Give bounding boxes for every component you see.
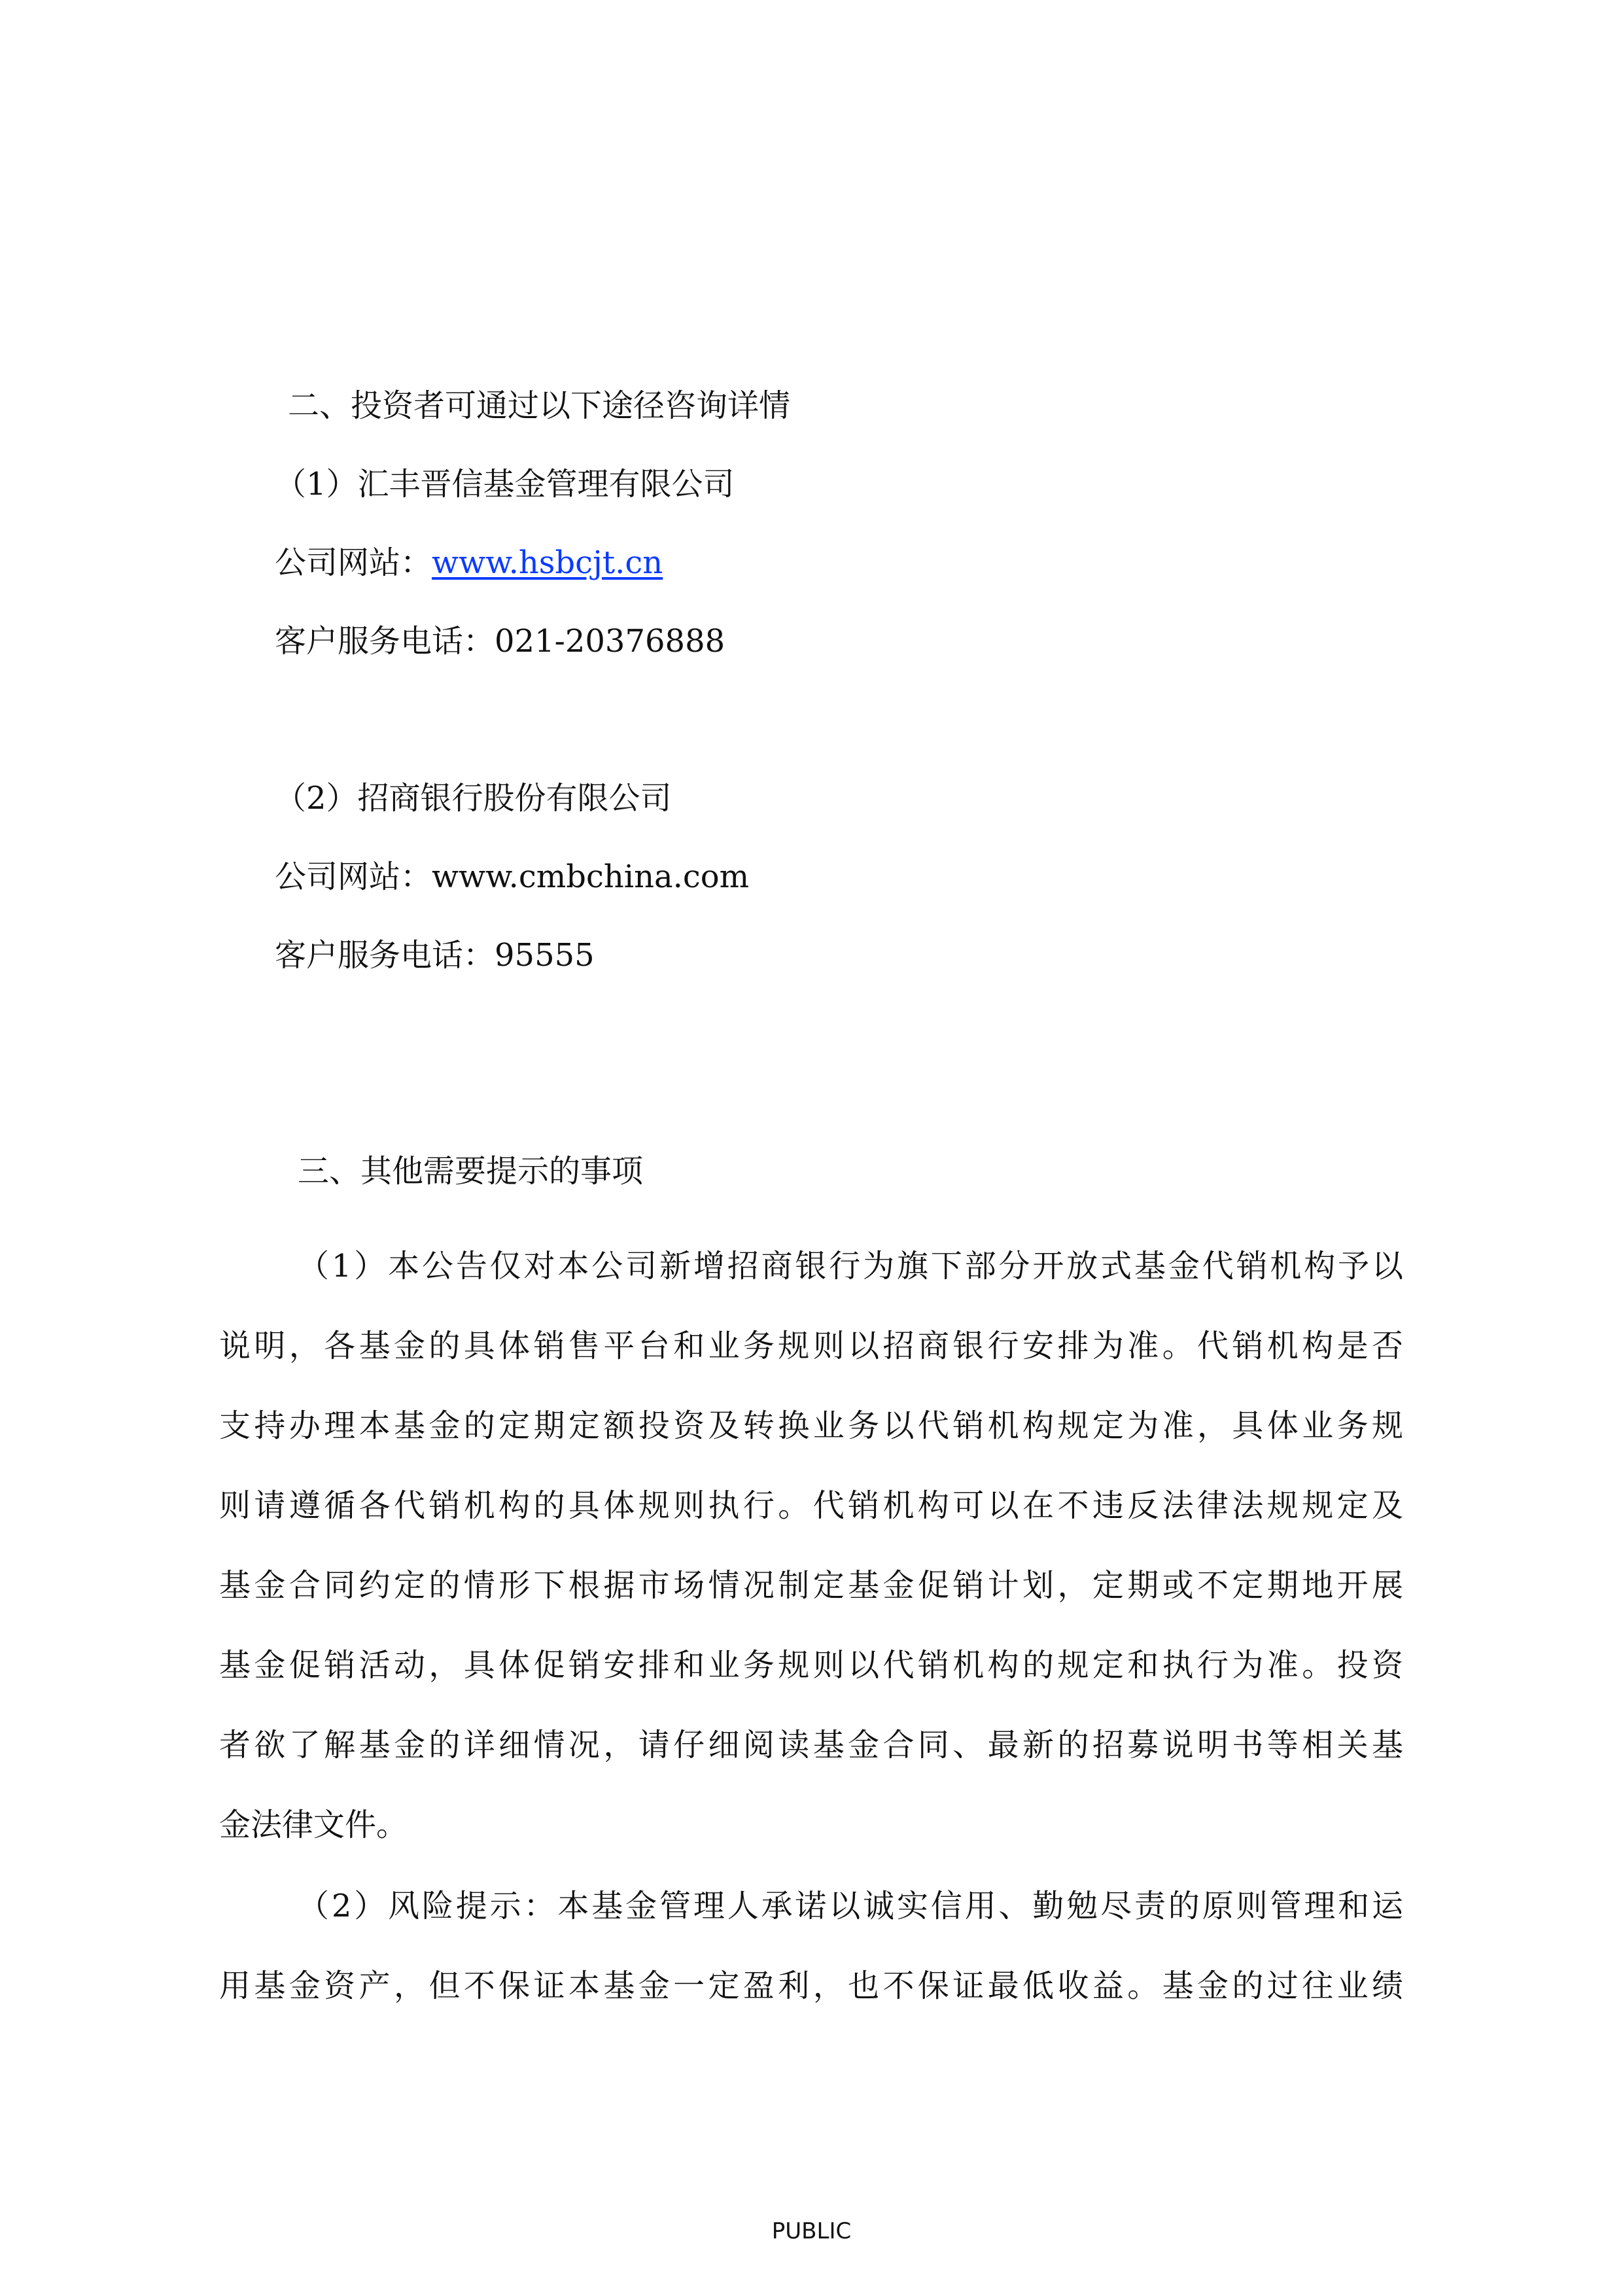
org-2-phone-row: [275, 936, 595, 975]
para-1-line: 支持办理本基金的定期定额投资及转换业务以代销机构规定为准，具体业务规: [219, 1407, 1403, 1444]
org-2-phone-value: 95555: [495, 937, 595, 974]
para-1-line: 基金促销活动，具体促销安排和业务规则以代销机构的规定和执行为准。投资: [219, 1647, 1403, 1684]
para-1-line: （1）本公告仅对本公司新增招商银行为旗下部分开放式基金代销机构予以: [298, 1248, 1403, 1284]
org-1-phone-row: [275, 622, 725, 661]
para-1-line: 者欲了解基金的详细情况，请仔细阅读基金合同、最新的招募说明书等相关基: [219, 1727, 1403, 1763]
org-1-website-row: [275, 543, 663, 582]
org-1-phone-label: 客户服务电话：: [275, 623, 495, 660]
footer-classification-label: PUBLIC: [771, 2218, 852, 2244]
org-1-website-label: 公司网站：: [275, 544, 432, 581]
org-1-website-link[interactable]: www.hsbcjt.cn: [432, 544, 663, 581]
para-1-line: 则请遵循各代销机构的具体规则执行。代销机构可以在不违反法律法规规定及: [219, 1487, 1403, 1524]
section-3-heading: 三、其他需要提示的事项: [298, 1153, 644, 1190]
org-2-website-value: www.cmbchina.com: [432, 858, 750, 895]
org-2-name: （2）招商银行股份有限公司: [275, 780, 672, 817]
org-2-phone-label: 客户服务电话：: [275, 937, 495, 974]
para-1-line: 说明，各基金的具体销售平台和业务规则以招商银行安排为准。代销机构是否: [219, 1328, 1403, 1364]
section-2-heading: 二、投资者可通过以下途径咨询详情: [288, 387, 791, 424]
para-2-line: （2）风险提示：本基金管理人承诺以诚实信用、勤勉尽责的原则管理和运: [298, 1888, 1403, 1924]
org-1-phone-value: 021-20376888: [495, 623, 725, 660]
para-1-line: 基金合同约定的情形下根据市场情况制定基金促销计划，定期或不定期地开展: [219, 1567, 1403, 1604]
org-1-name: （1）汇丰晋信基金管理有限公司: [275, 466, 735, 503]
org-2-website-row: [275, 857, 749, 896]
org-2-website-label: 公司网站：: [275, 858, 432, 895]
para-2-line: 用基金资产，但不保证本基金一定盈利，也不保证最低收益。基金的过往业绩: [219, 1968, 1403, 2004]
para-1-line: 金法律文件。: [219, 1807, 408, 1843]
